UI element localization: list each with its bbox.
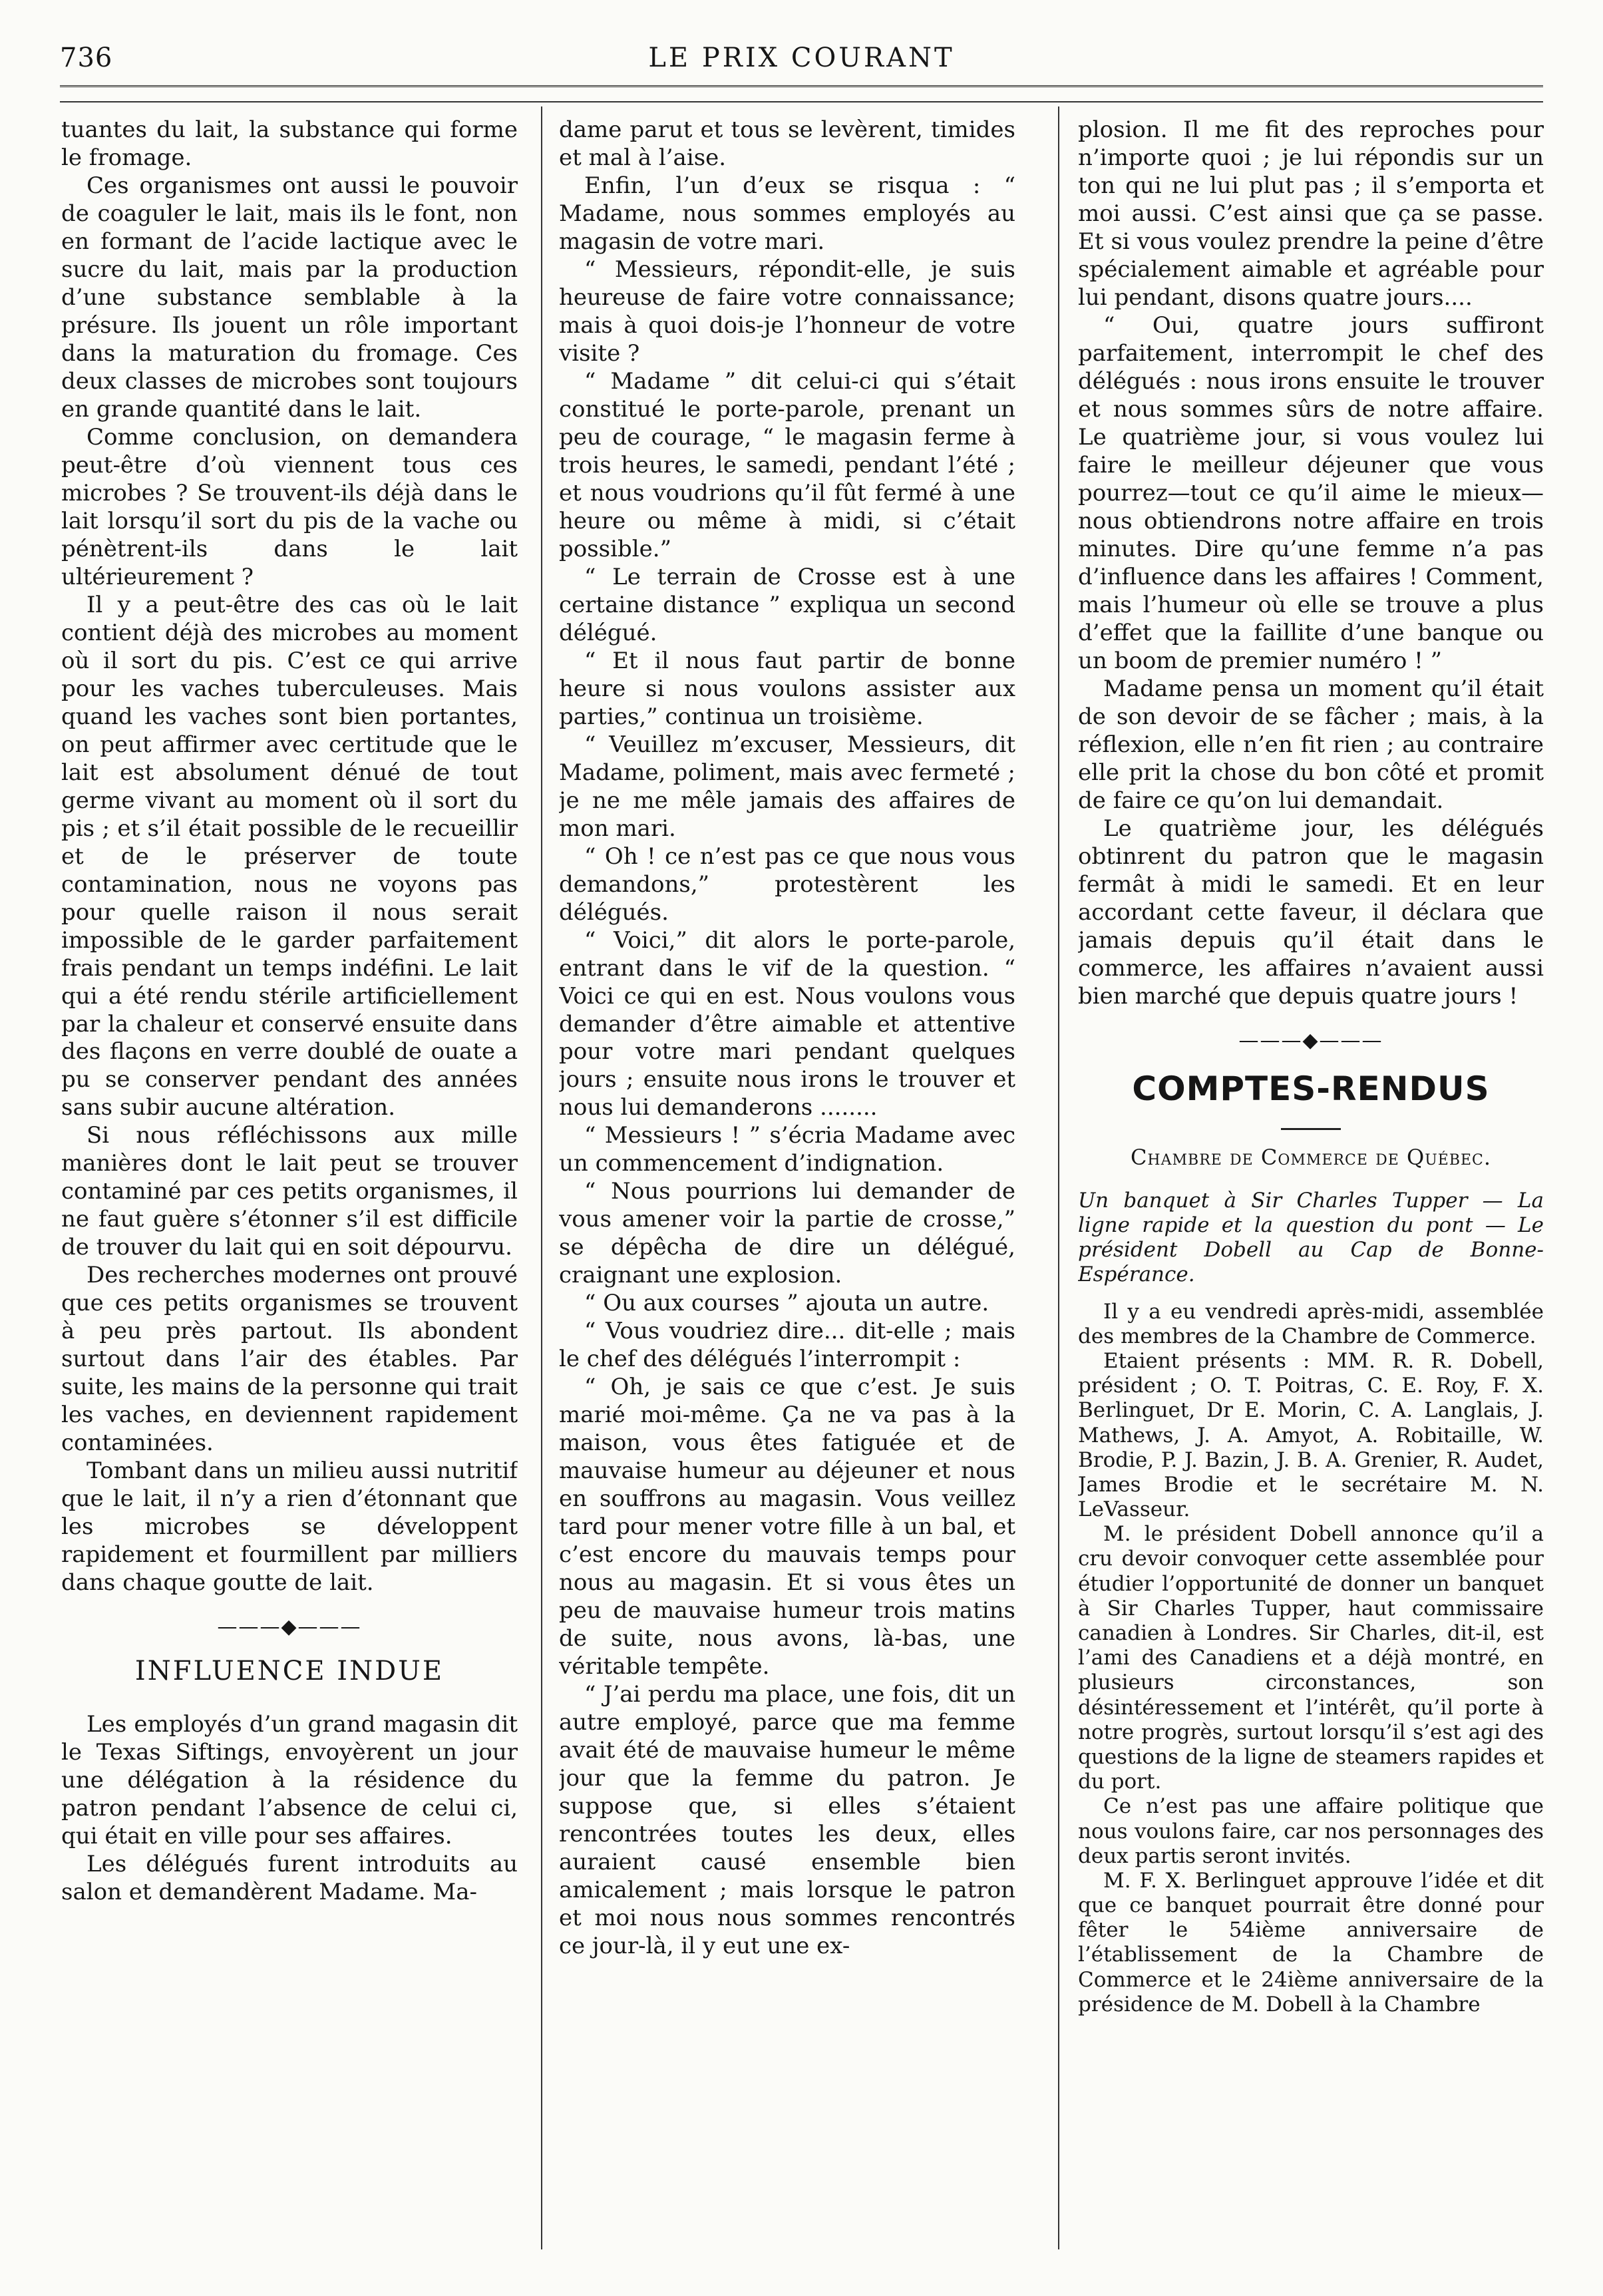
paragraph: “ Le terrain de Crosse est à une certaine distance ” expliqua un second délégué.: [559, 563, 1015, 646]
running-title: LE PRIX COURANT: [648, 43, 955, 73]
paragraph: Si nous réfléchissons aux mille manières dont le lait peut se trouver contaminé par ces petits organismes, il ne faut guère s’étonner s’il est difficile de trouver du lait qui en soit dépourvu.: [61, 1122, 518, 1261]
paragraph: Les délégués furent introduits au salon et demandèrent Madame. Ma-: [61, 1850, 518, 1905]
paragraph: “ Nous pourrions lui demander de vous amener voir la partie de crosse,” se dépêcha de dire un délégué, craignant une explosion.: [559, 1178, 1015, 1289]
page-header: [60, 39, 1543, 87]
column-divider: [1058, 106, 1059, 2249]
section-separator: ———◆———: [1238, 1028, 1383, 1052]
paragraph: Il y a peut-être des cas où le lait contient déjà des microbes au moment où il sort du pis. C’est ce qui arrive pour les vaches tuberculeuses. Mais quand les vaches sont bien portantes, on peut affirmer avec certitude que le lait est absolument dénué de tout germe vivant au moment où il sort du pis ; et s’il était possible de le recueillir et de le préserver de toute contamination, nous ne voyons pas pour quelle raison il nous serait impossible de le garder parfaitement frais pendant un temps indéfini. Le lait qui a été rendu stérile artificiellement par la chaleur et conservé ensuite dans des flaçons en verre doublé de ouate a pu se conserver pendant des années sans subir aucune altération.: [61, 591, 518, 1121]
paragraph: Enfin, l’un d’eux se risqua : “ Madame, nous sommes employés au magasin de votre mari.: [559, 172, 1015, 255]
paragraph: “ J’ai perdu ma place, une fois, dit un autre employé, parce que ma femme avait été de mauvaise humeur le même jour que la femme du patron. Je suppose que, si elles s’étaient rencontrées toutes les deux, elles auraient causé ensemble bien amicalement ; mais lorsque le patron et moi nous nous sommes rencontrés ce jour-là, il y eut une ex-: [559, 1681, 1015, 1959]
section-title: COMPTES-RENDUS: [1132, 1069, 1490, 1108]
section-separator: ———◆———: [217, 1615, 362, 1639]
paragraph: “ Oh, je sais ce que c’est. Je suis marié moi-même. Ça ne va pas à la maison, vous êtes fatiguée et de mauvaise humeur au déjeuner et nous en souffrons au magasin. Vous veillez tard pour mener votre fille à un bal, et c’est encore du mauvais temps pour nous au magasin. Et si vous êtes un peu de mauvaise humeur trois matins de suite, nous avons, là-bas, une véritable tempête.: [559, 1374, 1015, 1680]
paragraph: Ces organismes ont aussi le pouvoir de coaguler le lait, mais ils le font, non en formant de l’acide lactique avec le sucre du lait, mais par la production d’une substance semblable à la présure. Ils jouent un rôle important dans la maturation du fromage. Ces deux classes de microbes sont toujours en grande quantité dans le lait.: [61, 172, 518, 423]
column-3: [1078, 116, 1544, 2246]
paragraph: Comme conclusion, on demandera peut-être d’où viennent tous ces microbes ? Se trouvent-ils déjà dans le lait lorsqu’il sort du pis de la vache ou pénètrent-ils dans le lait ultérieurement ?: [61, 423, 518, 590]
paragraph: M. le président Dobell annonce qu’il a cru devoir convoquer cette assemblée pour étudier l’opportunité de donner un banquet à Sir Charles Tupper, haut commissaire canadien à Londres. Sir Charles, dit-il, est l’ami des Canadiens et a déjà montré, en plusieurs circonstances, son désintéressement et l’intérêt, qu’il porte à notre progrès, surtout lorsqu’il s’est agi des questions de la ligne de steamers rapides et du port.: [1078, 1522, 1544, 1794]
paragraph: “ Messieurs, répondit-elle, je suis heureuse de faire votre connaissance; mais à quoi dois-je l’honneur de votre visite ?: [559, 256, 1015, 367]
paragraph: “ Veuillez m’excuser, Messieurs, dit Madame, poliment, mais avec fermeté ; je ne me mêle jamais des affaires de mon mari.: [559, 731, 1015, 842]
paragraph: Madame pensa un moment qu’il était de son devoir de se fâcher ; mais, à la réflexion, elle n’en fit rien ; au contraire elle prit la chose du bon côté et promit de faire ce qu’on lui demandait.: [1078, 675, 1544, 814]
section-title: INFLUENCE INDUE: [134, 1656, 445, 1687]
column-2: [559, 116, 1015, 2246]
paragraph: Les employés d’un grand magasin dit le Texas Siftings, envoyèrent un jour une délégation à la résidence du patron pendant l’absence de celui ci, qui était en ville pour ses affaires.: [61, 1710, 518, 1849]
title-rule: [1281, 1128, 1341, 1130]
column-divider: [541, 106, 542, 2249]
paragraph: “ Messieurs ! ” s’écria Madame avec un commencement d’indignation.: [559, 1122, 1015, 1177]
paragraph: “ Ou aux courses ” ajouta un autre.: [584, 1290, 989, 1317]
report-summary: Un banquet à Sir Charles Tupper — La ligne rapide et la question du pont — Le président Dobell au Cap de Bonne-Espérance.: [1078, 1188, 1544, 1287]
paragraph: Il y a eu vendredi après-midi, assemblée des membres de la Chambre de Commerce.: [1078, 1299, 1544, 1348]
paragraph: plosion. Il me fit des reproches pour n’importe quoi ; je lui répondis sur un ton qui ne lui plut pas ; il s’emporta et moi aussi. C’est ainsi que ça se passe. Et si vous voulez prendre la peine d’être spécialement aimable et agréable pour lui pendant, disons quatre jours....: [1078, 116, 1544, 311]
report-body: [1078, 1300, 1544, 2017]
paragraph: Etaient présents : MM. R. R. Dobell, président ; O. T. Poitras, C. E. Roy, F. X. Berlinguet, Dr E. Morin, C. A. Langlais, J. Mathews, J. A. Amyot, A. Robitaille, W. Brodie, P. J. Bazin, J. B. A. Grenier, R. Audet, James Brodie et le secrétaire M. N. LeVasseur.: [1078, 1348, 1544, 1522]
paragraph: Des recherches modernes ont prouvé que ces petits organismes se trouvent à peu près partout. Ils abondent surtout dans l’air des étables. Par suite, les mains de la personne qui trait les vaches, en deviennent rapidement contaminées.: [61, 1262, 518, 1457]
paragraph: “ Oh ! ce n’est pas ce que nous vous demandons,” protestèrent les délégués.: [559, 843, 1015, 926]
paragraph: “ Voici,” dit alors le porte-parole, entrant dans le vif de la question. “ Voici ce qui en est. Nous voulons vous demander d’être aimable et attentive pour votre mari pendant quelques jours ; ensuite nous irons le trouver et nous lui demanderons ........: [559, 926, 1015, 1121]
paragraph: “ Et il nous faut partir de bonne heure si nous voulons assister aux parties,” continua un troisième.: [559, 647, 1015, 730]
paragraph: tuantes du lait, la substance qui forme le fromage.: [61, 116, 518, 171]
page-number: 736: [60, 43, 113, 73]
report-subheading: Chambre de Commerce de Québec.: [1130, 1145, 1492, 1171]
paragraph: Le quatrième jour, les délégués obtinrent du patron que le magasin fermât à midi le samedi. Et en leur accordant cette faveur, il déclara que jamais depuis qu’il était dans le commerce, les affaires n’avaient aussi bien marché que depuis quatre jours !: [1078, 815, 1544, 1010]
paragraph: “ Madame ” dit celui-ci qui s’était constitué le porte-parole, prenant un peu de courage, “ le magasin ferme à trois heures, le samedi, pendant l’été ; et nous voudrions qu’il fût fermé à une heure ou même à midi, si c’était possible.”: [559, 367, 1015, 562]
paragraph: Tombant dans un milieu aussi nutritif que le lait, il n’y a rien d’étonnant que les microbes se développent rapidement et fourmillent par milliers dans chaque goutte de lait.: [61, 1457, 518, 1597]
column-1: [61, 116, 518, 2246]
paragraph: M. F. X. Berlinguet approuve l’idée et dit que ce banquet pourrait être donné pour fêter le 54ième anniversaire de l’établissement de la Chambre de Commerce et le 24ième anniversaire de la présidence de M. Dobell à la Chambre: [1078, 1868, 1544, 2016]
paragraph: “ Vous voudriez dire... dit-elle ; mais le chef des délégués l’interrompit :: [559, 1318, 1015, 1373]
header-rule: [60, 101, 1543, 102]
paragraph: “ Oui, quatre jours suffiront parfaitement, interrompit le chef des délégués : nous irons ensuite le trouver et nous sommes sûrs de notre affaire. Le quatrième jour, si vous voulez lui faire le meilleur déjeuner que vous pourrez—tout ce qu’il aime le mieux—nous obtiendrons notre affaire en trois minutes. Dire qu’une femme n’a pas d’influence dans les affaires ! Comment, mais l’humeur où elle se trouve a plus d’effet que la faillite d’une banque ou un boom de premier numéro ! ”: [1078, 311, 1544, 674]
paragraph: Ce n’est pas une affaire politique que nous voulons faire, car nos personnages des deux partis seront invités.: [1078, 1794, 1544, 1868]
paragraph: dame parut et tous se levèrent, timides et mal à l’aise.: [559, 116, 1015, 171]
